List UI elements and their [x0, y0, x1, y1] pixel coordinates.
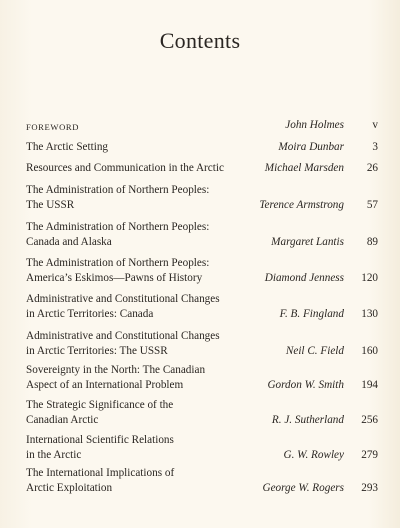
entry-title-line-1: Administrative and Constitutional Changes: [26, 293, 220, 305]
entry-title-line-2: in Arctic Territories: The USSR: [26, 345, 168, 357]
entry-title-line-1: The Administration of Northern Peoples:: [26, 184, 210, 196]
entry-title-line-2: America’s Eskimos—Pawns of History: [26, 272, 203, 284]
entry-page: 26: [366, 162, 378, 174]
entry-title-line-1: The International Implications of: [26, 467, 175, 479]
entry-title: [26, 398, 236, 428]
entry-author: Terence Armstrong: [259, 199, 344, 211]
entry-title-line-1: The Administration of Northern Peoples:: [26, 221, 210, 233]
entry-title: [26, 433, 236, 463]
entry-author: G. W. Rowley: [283, 449, 344, 461]
entry-title-line-1: Administrative and Constitutional Changes: [26, 330, 220, 342]
entry-title-line-1: Sovereignty in the North: The Canadian: [26, 364, 206, 376]
entry-title-line-2: The USSR: [26, 199, 75, 211]
entry-title: FOREWORD: [26, 122, 80, 132]
entry-page: 120: [361, 272, 378, 284]
entry-author: John Holmes: [285, 119, 344, 131]
entry-title-line-2: Canada and Alaska: [26, 236, 112, 248]
entry-title: Resources and Communication in the Arctic: [26, 162, 224, 174]
page-title: Contents: [159, 28, 241, 53]
entry-title-line-1: The Strategic Significance of the: [26, 399, 174, 411]
entry-title: [26, 466, 236, 496]
entry-page: 160: [361, 345, 378, 357]
entry-title-line-2: Arctic Exploitation: [26, 482, 113, 494]
entry-page: 89: [366, 236, 378, 248]
entry-author: Neil C. Field: [285, 345, 344, 357]
entry-page: 57: [366, 199, 378, 211]
entry-author: Moira Dunbar: [278, 141, 344, 153]
entry-title: [26, 256, 236, 286]
entry-title-line-2: in Arctic Territories: Canada: [26, 308, 154, 320]
entry-page: 3: [372, 141, 378, 153]
entry-title: [26, 363, 236, 393]
entry-page: 293: [361, 482, 378, 494]
entry-author: Michael Marsden: [264, 162, 344, 174]
entry-page: 194: [361, 379, 378, 391]
entry-page: 279: [361, 449, 378, 461]
entry-author: Diamond Jenness: [264, 272, 344, 284]
entry-title: [26, 329, 236, 359]
entry-page: 130: [361, 308, 378, 320]
entry-title: [26, 292, 236, 322]
entry-author: George W. Rogers: [262, 482, 344, 494]
entry-title-line-2: in the Arctic: [26, 449, 82, 461]
entry-title-line-2: Canadian Arctic: [26, 414, 99, 426]
entry-title: The Arctic Setting: [26, 141, 109, 153]
entry-author: Gordon W. Smith: [267, 379, 344, 391]
entry-author: F. B. Fingland: [279, 308, 344, 320]
entry-title-line-1: The Administration of Northern Peoples:: [26, 257, 210, 269]
entry-title-line-2: Aspect of an International Problem: [26, 379, 184, 391]
entry-title: [26, 183, 236, 213]
entry-title: [26, 220, 236, 250]
entry-page: 256: [361, 414, 378, 426]
entry-page: v: [372, 119, 378, 131]
entry-author: Margaret Lantis: [271, 236, 344, 248]
entry-author: R. J. Sutherland: [271, 414, 344, 426]
entry-title-line-1: International Scientific Relations: [26, 434, 174, 446]
